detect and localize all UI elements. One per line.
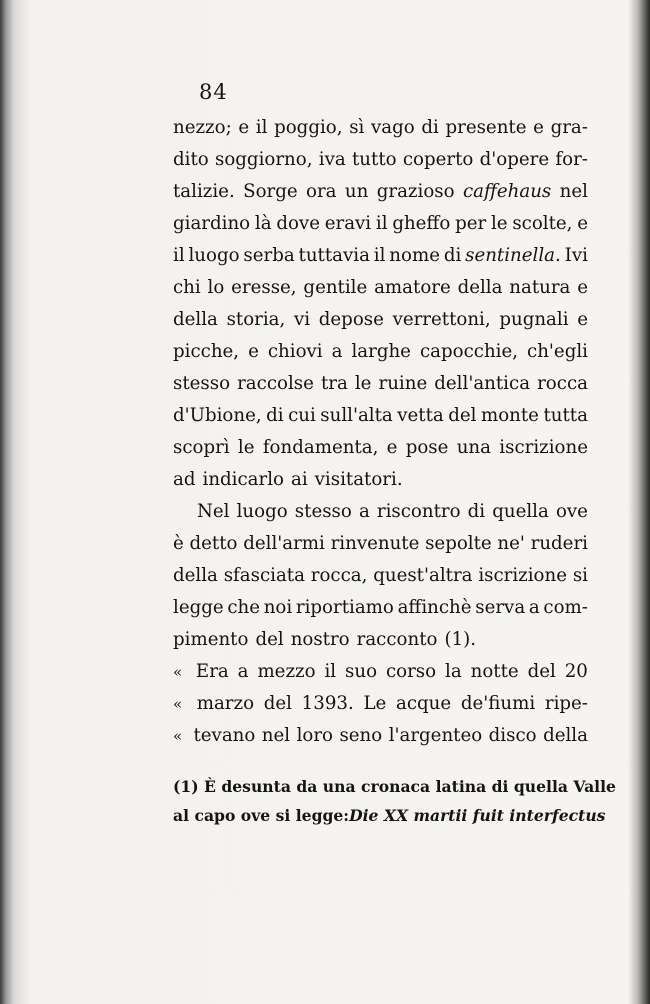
word: chi xyxy=(173,277,201,298)
word: del xyxy=(448,405,477,426)
word: (1). xyxy=(444,629,477,650)
word: chiovi xyxy=(267,341,323,362)
word: della xyxy=(457,277,503,298)
text-line xyxy=(173,240,588,272)
footnote-text: (1) È desunta da una cronaca latina di quella Valle xyxy=(173,777,616,796)
word: soggiorno, xyxy=(215,149,313,170)
word: e xyxy=(238,117,250,138)
word: il xyxy=(173,245,185,266)
word: notte xyxy=(470,661,519,682)
text-line xyxy=(173,304,588,336)
word: tevano xyxy=(193,725,256,746)
page-gutter-shadow xyxy=(628,0,650,1004)
word: coperto xyxy=(402,149,474,170)
text-line xyxy=(173,656,588,688)
word: serba xyxy=(243,245,295,266)
word: serva xyxy=(475,597,526,618)
word: ora xyxy=(306,181,337,202)
word: marzo xyxy=(196,693,255,714)
word: eravi xyxy=(324,213,372,234)
word: sepolte xyxy=(425,533,492,554)
word: le xyxy=(354,373,372,394)
word: affinchè xyxy=(397,597,472,618)
word: e xyxy=(533,117,544,138)
word: nostro xyxy=(290,629,350,650)
word: di xyxy=(266,405,284,426)
word: verrettoni, xyxy=(392,309,491,330)
word: ove xyxy=(555,501,588,522)
text-line xyxy=(173,208,588,240)
word: depose xyxy=(318,309,384,330)
word: monte xyxy=(480,405,539,426)
word: luogo xyxy=(188,245,240,266)
text-line xyxy=(173,336,588,368)
text-line xyxy=(173,496,588,528)
word: disco xyxy=(488,725,537,746)
word: di xyxy=(443,245,462,266)
word: tra xyxy=(320,373,348,394)
word: tutto xyxy=(351,149,397,170)
text-line xyxy=(173,272,588,304)
word: iscrizione xyxy=(499,437,588,458)
word: rinvenute xyxy=(330,533,420,554)
word: mezzo xyxy=(257,661,316,682)
word: 20 xyxy=(564,661,588,682)
word: l'argenteo xyxy=(388,725,483,746)
word: 1393. xyxy=(301,693,354,714)
word: d'opere xyxy=(479,149,550,170)
word: nel xyxy=(559,181,588,202)
word: gra- xyxy=(550,117,588,138)
text-line xyxy=(173,368,588,400)
main-text xyxy=(173,112,588,752)
word: ruderi xyxy=(530,533,588,554)
word: stesso xyxy=(294,501,352,522)
word: presente xyxy=(445,117,527,138)
word: della xyxy=(173,565,218,586)
word: ripe- xyxy=(544,693,588,714)
word: che xyxy=(227,597,261,618)
word: raccolse xyxy=(237,373,314,394)
word: pose xyxy=(405,437,449,458)
word: dove xyxy=(276,213,320,234)
word: dito xyxy=(173,149,209,170)
word: sentinella. xyxy=(465,245,561,266)
word: vi xyxy=(294,309,311,330)
word: a xyxy=(237,661,249,682)
word: là xyxy=(254,213,272,234)
word: luogo xyxy=(236,501,288,522)
text-line xyxy=(173,560,588,592)
page-number: 84 xyxy=(199,80,228,104)
word: a xyxy=(358,501,370,522)
text-line xyxy=(173,592,588,624)
text-line xyxy=(173,464,588,496)
word: sull'alta xyxy=(320,405,393,426)
word: grazioso xyxy=(376,181,455,202)
word: e xyxy=(248,341,259,362)
footnote-line xyxy=(173,772,616,801)
word: Era xyxy=(195,661,229,682)
word: seno xyxy=(339,725,383,746)
word: Sorge xyxy=(243,181,298,202)
word: indicarlo xyxy=(202,469,284,490)
word: vago xyxy=(371,117,415,138)
word: legge xyxy=(173,597,224,618)
word: quest'altra xyxy=(373,565,473,586)
word: si xyxy=(572,565,588,586)
word: nome xyxy=(389,245,440,266)
word: rocca, xyxy=(310,565,368,586)
footnote-italic-text: Die XX martii fuit interfectus xyxy=(349,806,606,825)
word: e xyxy=(577,213,588,234)
word: il xyxy=(324,661,337,682)
word: tutta xyxy=(543,405,588,426)
word: Le xyxy=(363,693,387,714)
word: è xyxy=(173,533,184,554)
word: la xyxy=(445,661,462,682)
word: fondamenta, xyxy=(262,437,379,458)
word: ruine xyxy=(378,373,428,394)
word: storia, xyxy=(226,309,286,330)
word: detto xyxy=(189,533,238,554)
word: stesso xyxy=(173,373,231,394)
word: racconto xyxy=(356,629,438,650)
word: tuttavia xyxy=(298,245,370,266)
word: de'fiumi xyxy=(460,693,536,714)
text-line xyxy=(173,176,588,208)
word: e xyxy=(577,277,588,298)
word: del xyxy=(255,629,284,650)
word: della xyxy=(173,309,218,330)
word: corso xyxy=(385,661,437,682)
word: del xyxy=(263,693,292,714)
text-line xyxy=(173,624,588,656)
word: iscrizione xyxy=(478,565,567,586)
word: cui xyxy=(288,405,316,426)
word: amatore xyxy=(374,277,451,298)
text-line xyxy=(173,400,588,432)
word: il xyxy=(375,213,388,234)
word: di xyxy=(467,501,486,522)
word: d'Ubione, xyxy=(173,405,262,426)
word: pimento xyxy=(173,629,249,650)
text-line xyxy=(173,432,588,464)
word: per xyxy=(455,213,487,234)
footnote xyxy=(173,772,616,830)
word: della xyxy=(543,725,588,746)
word: e xyxy=(577,309,588,330)
word: poggio, xyxy=(274,117,343,138)
word: il xyxy=(373,245,386,266)
word: a xyxy=(528,597,540,618)
word: le xyxy=(237,437,255,458)
text-line xyxy=(173,720,588,752)
word: iva xyxy=(318,149,346,170)
word: a xyxy=(331,341,343,362)
word: rocca xyxy=(537,373,588,394)
text-line xyxy=(173,144,588,176)
word: Nel xyxy=(197,501,230,522)
word: ne' xyxy=(497,533,525,554)
word: lo xyxy=(207,277,225,298)
word: sì xyxy=(349,117,365,138)
word: pugnali xyxy=(499,309,569,330)
word: loro xyxy=(296,725,333,746)
word: quella xyxy=(492,501,549,522)
word: dell'antica xyxy=(434,373,531,394)
word: larghe xyxy=(351,341,411,362)
word: riscontro xyxy=(376,501,461,522)
quote-mark: « xyxy=(173,663,183,681)
word: natura xyxy=(509,277,571,298)
word: scolte, xyxy=(512,213,573,234)
word: gentile xyxy=(303,277,368,298)
word: dell'armi xyxy=(243,533,325,554)
word: sfasciata xyxy=(223,565,305,586)
footnote-line xyxy=(173,801,606,830)
quote-mark: « xyxy=(173,727,183,745)
word: ad xyxy=(173,469,196,490)
word: for- xyxy=(555,149,588,170)
word: eresse, xyxy=(231,277,297,298)
word: e xyxy=(386,437,398,458)
word: le xyxy=(490,213,508,234)
footnote-text: al capo ove si legge: xyxy=(173,806,350,825)
word: talizie. xyxy=(173,181,235,202)
word: di xyxy=(421,117,439,138)
word: capocchie, xyxy=(419,341,519,362)
word: picche, xyxy=(173,341,240,362)
word: Ivi xyxy=(564,245,588,266)
word: vetta xyxy=(397,405,444,426)
word: noi xyxy=(263,597,293,618)
word: una xyxy=(456,437,491,458)
word: com- xyxy=(543,597,588,618)
word: ai xyxy=(290,469,308,490)
word: del xyxy=(527,661,556,682)
word: un xyxy=(344,181,369,202)
word: il xyxy=(255,117,268,138)
text-line xyxy=(173,112,588,144)
word: riportiamo xyxy=(295,597,394,618)
word: acque xyxy=(396,693,452,714)
word: suo xyxy=(345,661,378,682)
word: nel xyxy=(261,725,291,746)
text-line xyxy=(173,688,588,720)
word: ch'egli xyxy=(527,341,588,362)
word: caffehaus xyxy=(462,181,552,202)
word: giardino xyxy=(173,213,251,234)
word: scoprì xyxy=(173,437,230,458)
word: gheffo xyxy=(392,213,451,234)
text-line xyxy=(173,528,588,560)
word: nezzo; xyxy=(173,117,232,138)
word: visitatori. xyxy=(314,469,403,490)
quote-mark: « xyxy=(173,695,183,713)
